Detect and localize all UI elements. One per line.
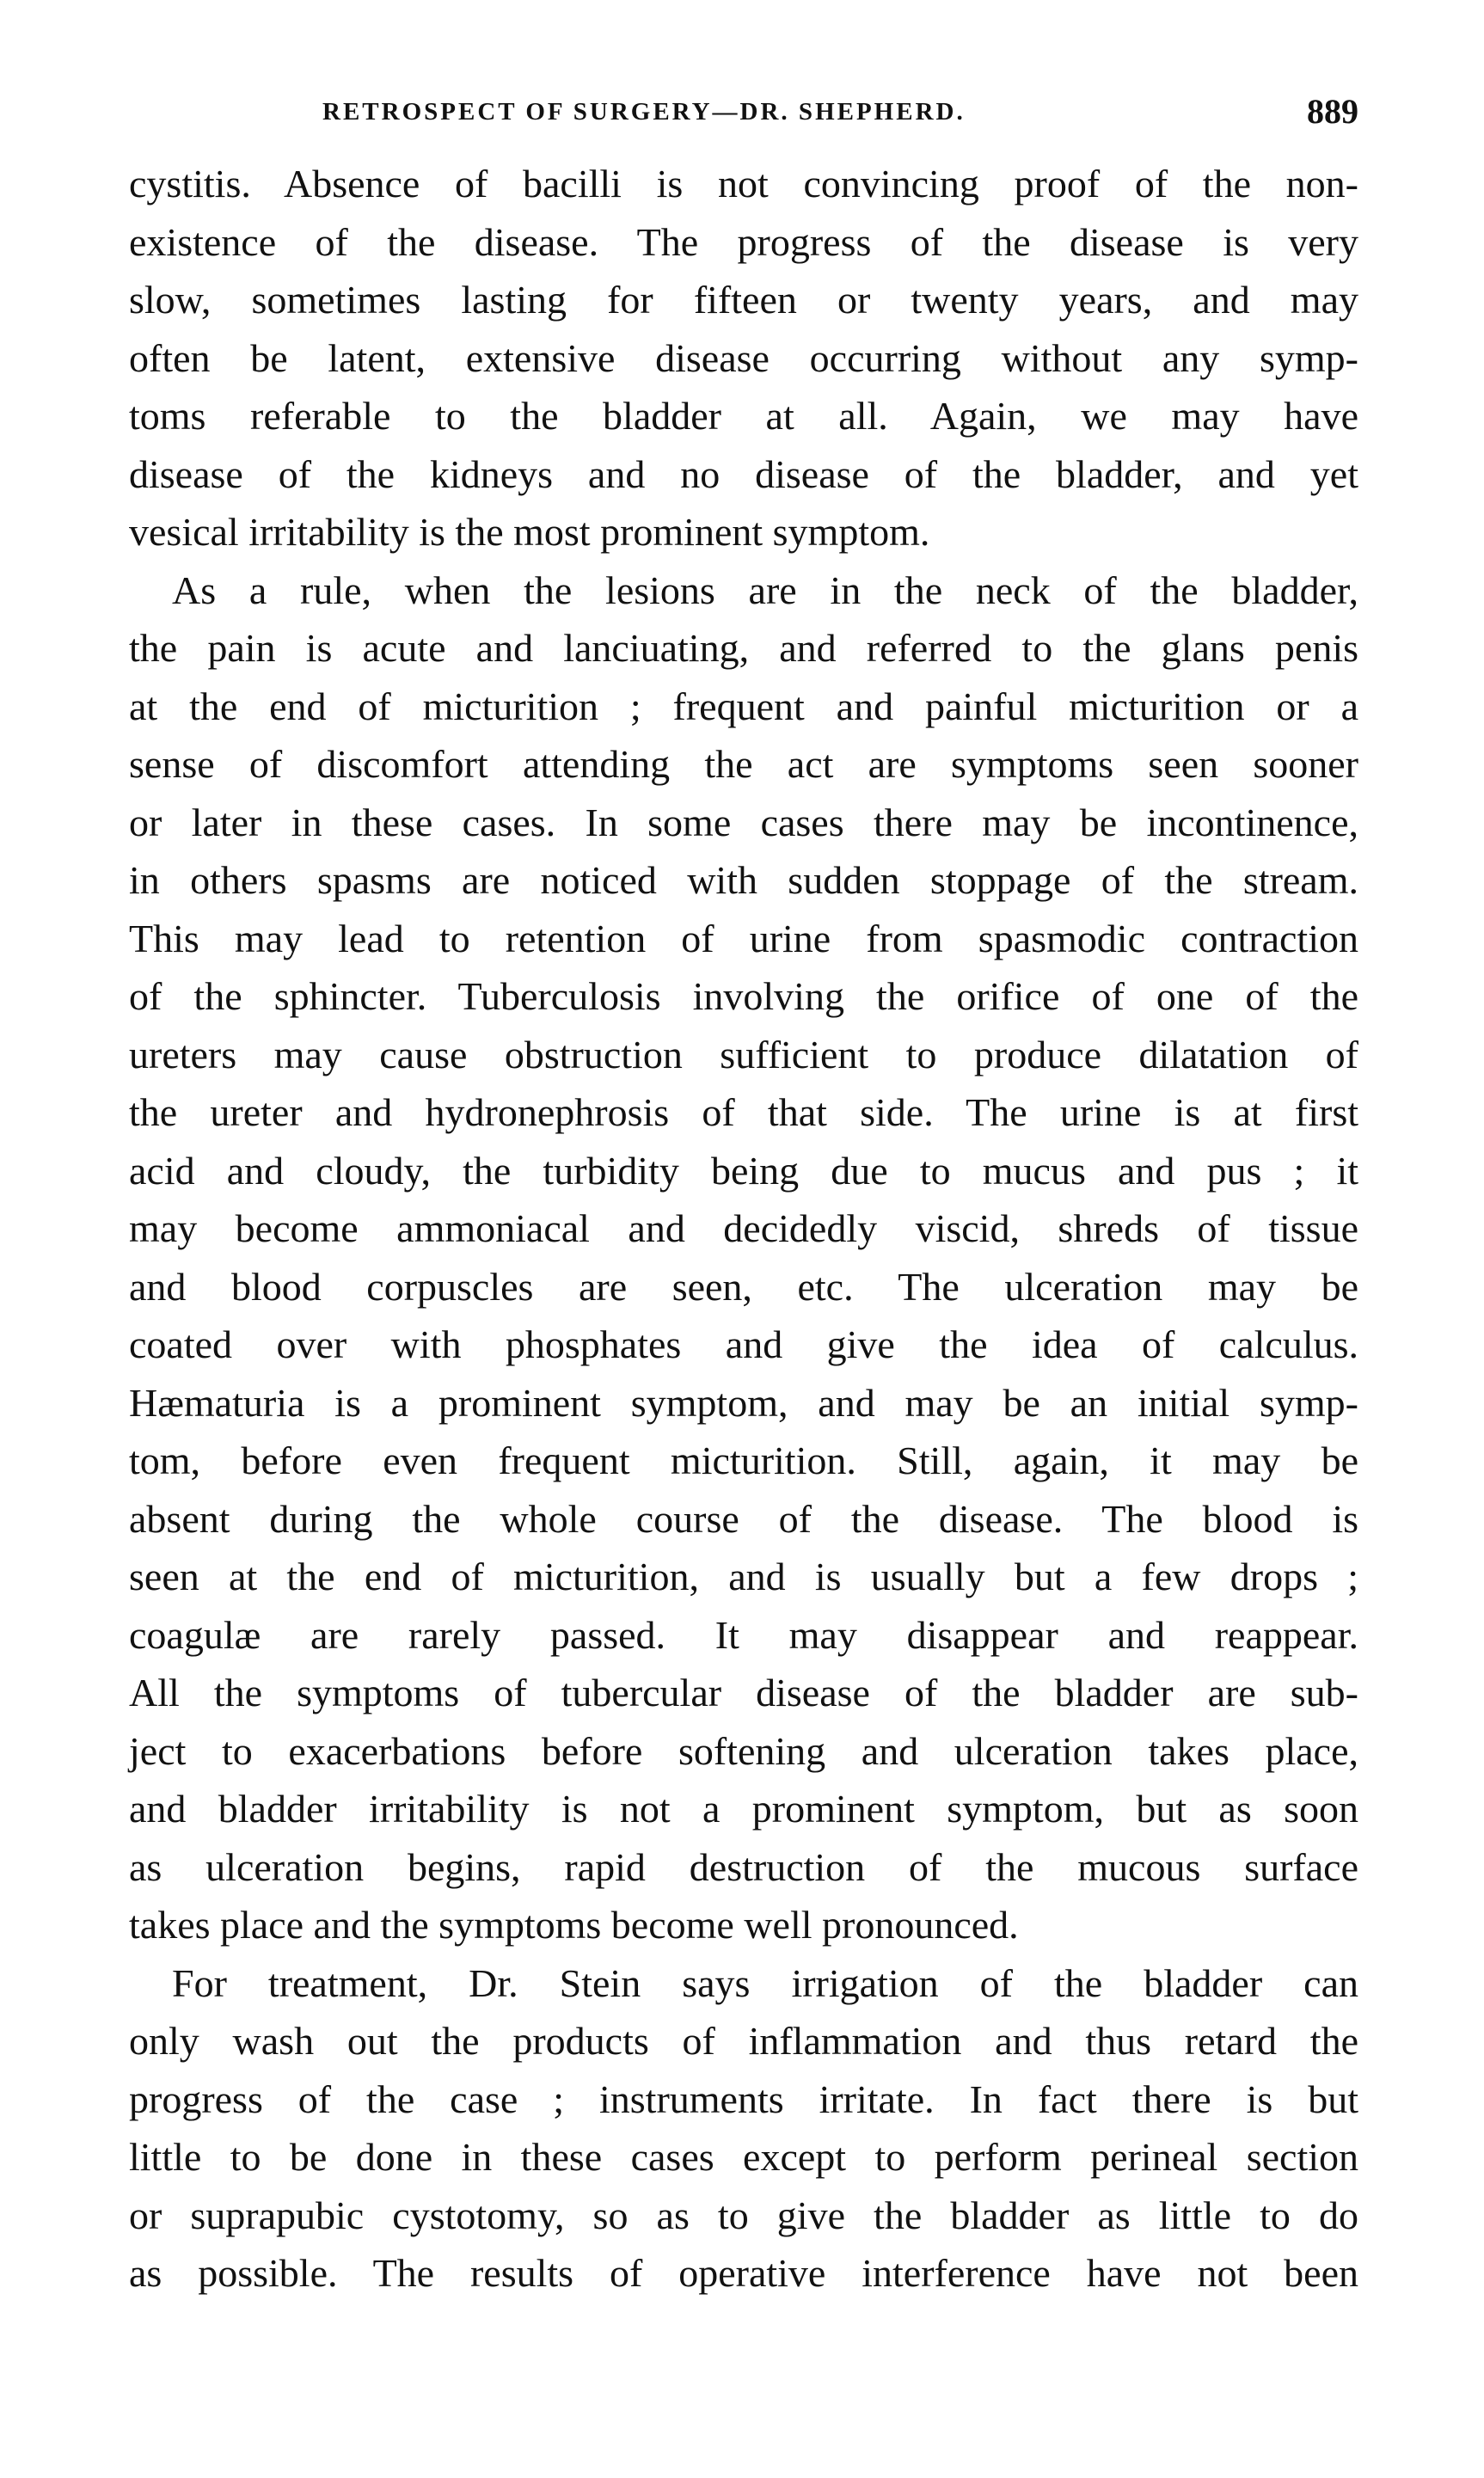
text-line: Hæmaturia is a prominent symptom, and may be an initial symp- [129,1380,1358,1425]
body-text [129,155,1358,2303]
text-line: and bladder irritability is not a prominent symptom, but as soon [129,1787,1358,1831]
text-line: and blood corpuscles are seen, etc. The ulceration may be [129,1264,1358,1309]
text-line: the pain is acute and lanciuating, and referred to the glans penis [129,626,1358,670]
text-line: or suprapubic cystotomy, so as to give the bladder as little to do [129,2193,1358,2237]
text-line: takes place and the symptoms become well pronounced. [129,1903,1019,1947]
text-line: All the symptoms of tubercular disease of the bladder are sub- [129,1671,1358,1714]
text-line: absent during the whole course of the disease. The blood is [129,1496,1358,1541]
book-page [129,86,1358,2303]
text-line: the ureter and hydronephrosis of that side. The urine is at first [129,1090,1358,1134]
paragraph [129,561,1358,1954]
text-line: or later in these cases. In some cases there may be incontinence, [129,800,1358,844]
running-header [129,86,1358,138]
text-line: slow, sometimes lasting for fifteen or twenty years, and may [129,278,1358,322]
text-line: ureters may cause obstruction sufficient to produce dilatation of [129,1032,1358,1076]
text-line: acid and cloudy, the turbidity being due to mucus and pus ; it [129,1148,1358,1193]
text-line: of the sphincter. Tuberculosis involving the orifice of one of the [129,974,1358,1018]
text-line: This may lead to retention of urine from spasmodic contraction [129,916,1358,960]
text-line: progress of the case ; instruments irritate. In fact there is but [129,2076,1358,2121]
text-line: As a rule, when the lesions are in the neck of the bladder, [172,567,1358,612]
text-line: ject to exacerbations before softening and ulceration takes place, [129,1728,1358,1773]
text-line: tom, before even frequent micturition. Still, again, it may be [129,1438,1358,1482]
page-number: 889 [1307,92,1358,131]
text-line: often be latent, extensive disease occurring without any symp- [129,335,1358,380]
text-line: disease of the kidneys and no disease of the bladder, and yet [129,451,1358,496]
text-line: at the end of micturition ; frequent and painful micturition or a [129,684,1358,728]
text-line: seen at the end of micturition, and is usually but a few drops ; [129,1555,1358,1598]
text-line: sense of discomfort attending the act are symptoms seen sooner [129,742,1358,786]
running-title: RETROSPECT OF SURGERY—DR. SHEPHERD. [322,98,966,126]
text-line: coated over with phosphates and give the idea of calculus. [129,1322,1358,1366]
paragraph [129,1954,1358,2303]
text-line: may become ammoniacal and decidedly viscid, shreds of tissue [129,1206,1358,1250]
text-line: coagulæ are rarely passed. It may disappear and reappear. [129,1612,1358,1657]
text-line: cystitis. Absence of bacilli is not convincing proof of the non- [129,162,1358,205]
paragraph [129,155,1358,561]
text-line: little to be done in these cases except to perform perineal section [129,2135,1358,2179]
text-line: existence of the disease. The progress of the disease is very [129,219,1358,264]
text-line: For treatment, Dr. Stein says irrigation of the bladder can [172,1960,1358,2005]
text-line: toms referable to the bladder at all. Again, we may have [129,394,1358,438]
text-line: vesical irritability is the most prominent symptom. [129,510,930,554]
text-line: only wash out the products of inflammation and thus retard the [129,2019,1358,2063]
text-line: as possible. The results of operative interference have not been [129,2251,1358,2295]
text-line: as ulceration begins, rapid destruction of the mucous surface [129,1844,1358,1889]
text-line: in others spasms are noticed with sudden stoppage of the stream. [129,858,1358,902]
